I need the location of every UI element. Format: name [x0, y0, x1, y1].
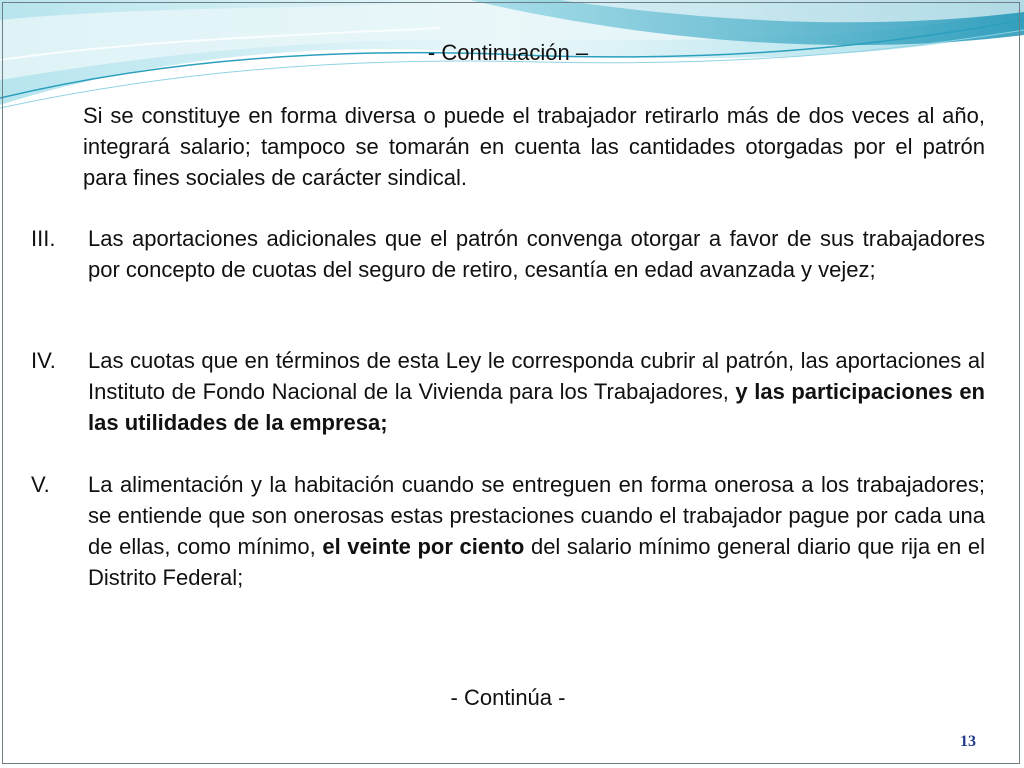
continue-label [0, 685, 1024, 711]
list-item-number: V. [31, 472, 50, 497]
list-item-number: III. [31, 226, 56, 251]
intro-paragraph: Si se constituye en forma diversa o puede el trabajador retirarlo más de dos veces al año, integrará salario; tampoco se tomarán en cuenta las cantidades otorgadas por el patrón para fines sociales de carácter sindical. [83, 103, 985, 190]
list-item-iv [31, 345, 985, 438]
list-item-iii [31, 223, 985, 285]
list-item-text-regular: Las cuotas que en términos de esta Ley le corresponda cubrir al patrón, las aportaciones al Instituto de Fondo Nacional de la Vivienda para los Trabajadores, [88, 348, 985, 404]
list-item-text-regular: La alimentación y la habitación cuando se entreguen en forma onerosa a los trabajadores; se entiende que son onerosas estas prestaciones cuando el trabajador pague por cada una de ellas, como mínimo, [88, 472, 985, 559]
continue-label-text: - Continúa - [450, 685, 566, 710]
list-item-text-regular-end: del salario mínimo general diario que rija en el Distrito Federal; [88, 534, 986, 590]
page-title-text: - Continuación – [427, 40, 589, 65]
list-item-text: Las aportaciones adicionales que el patrón convenga otorgar a favor de sus trabajadores por concepto de cuotas del seguro de retiro, cesantía en edad avanzada y vejez; [88, 226, 985, 282]
page-number: 13 [960, 733, 976, 750]
list-item-text [88, 345, 985, 438]
page-title [0, 40, 1024, 66]
list-item-text-bold: y las participaciones en las utilidades de la empresa; [88, 379, 985, 435]
list-item-v [31, 469, 985, 593]
list-item-text-bold: el veinte por ciento [322, 534, 525, 559]
list-item-number: IV. [31, 348, 56, 373]
list-item-text [88, 469, 985, 593]
